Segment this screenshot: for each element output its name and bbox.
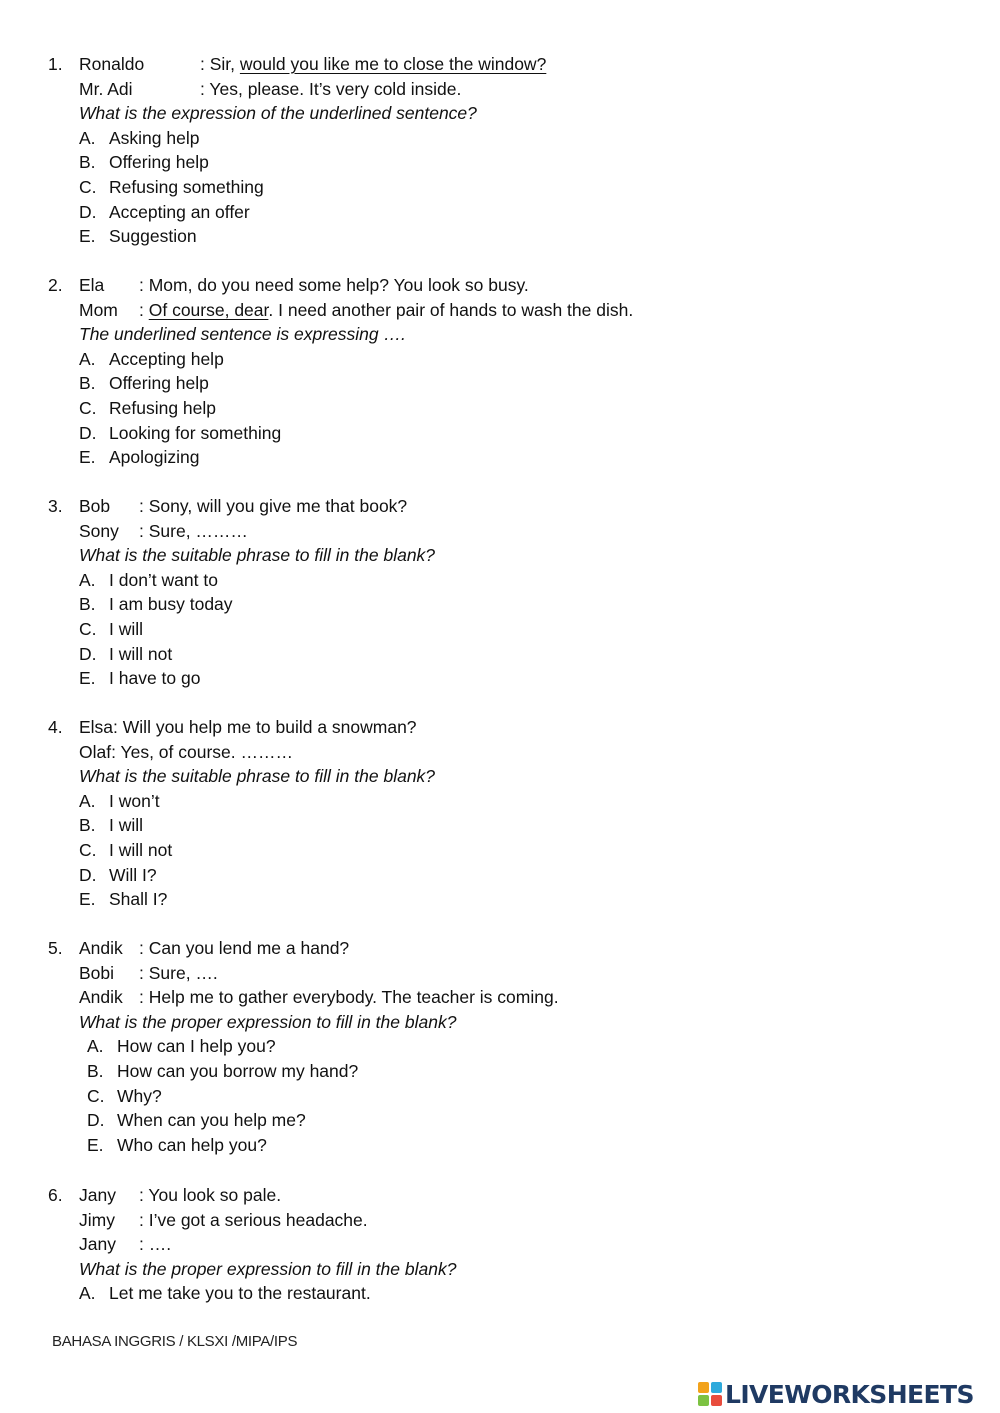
option-text: How can you borrow my hand? xyxy=(117,1061,359,1081)
option-text: Offering help xyxy=(109,152,209,173)
option-letter: B. xyxy=(79,594,96,615)
dialogue-text-plain: Sure, ……… xyxy=(148,520,248,541)
answer-option xyxy=(0,445,1000,469)
option-letter: A. xyxy=(79,569,96,590)
option-text: How can I help you? xyxy=(117,1036,276,1057)
option-letter: E. xyxy=(79,226,96,247)
colon-separator: : xyxy=(139,987,149,1008)
option-letter: C. xyxy=(87,1085,105,1106)
logo-mark-tile xyxy=(698,1382,709,1393)
answer-option xyxy=(0,1108,1000,1132)
option-text: Who can help you? xyxy=(117,1134,267,1155)
question-prompt: The underlined sentence is expressing …. xyxy=(79,324,406,345)
colon-separator: : xyxy=(139,1234,149,1255)
dialogue-text xyxy=(139,1232,171,1256)
option-letter: C. xyxy=(79,398,97,418)
speaker-name: Jany xyxy=(79,1234,116,1255)
answer-option xyxy=(0,887,1000,911)
answer-option xyxy=(0,642,1000,666)
dialogue-text xyxy=(79,740,293,764)
option-text: I am busy today xyxy=(109,594,233,615)
dialogue-text xyxy=(139,494,407,518)
dialogue-text-plain: Can you lend me a hand? xyxy=(148,938,350,958)
question-number: 1. xyxy=(48,54,63,74)
answer-option xyxy=(0,568,1000,592)
option-letter: E. xyxy=(79,889,96,910)
logo-mark-tile xyxy=(711,1382,722,1393)
dialogue-text xyxy=(79,715,417,739)
option-letter: B. xyxy=(79,152,96,173)
dialogue-text-plain: Will you help me to build a snowman? xyxy=(122,717,417,737)
question-number: 2. xyxy=(48,275,63,295)
option-letter: D. xyxy=(79,864,97,885)
dialogue-line xyxy=(0,52,1000,76)
dialogue-line xyxy=(0,494,1000,518)
dialogue-text xyxy=(139,298,633,322)
dialogue-text xyxy=(139,961,218,985)
dialogue-text xyxy=(139,1208,368,1232)
option-text: Refusing help xyxy=(109,398,217,418)
answer-option xyxy=(0,617,1000,641)
question-prompt: What is the suitable phrase to fill in the blank? xyxy=(79,545,436,566)
underlined-text: would you like me to close the window? xyxy=(239,54,547,74)
option-letter: E. xyxy=(79,668,96,689)
logo-mark-tile xyxy=(711,1395,722,1406)
question-number: 3. xyxy=(48,496,63,516)
speaker-name: Andik xyxy=(79,938,123,958)
answer-option xyxy=(0,421,1000,445)
speaker-name: Ela xyxy=(79,275,105,295)
speaker-name: Ronaldo xyxy=(79,54,145,74)
option-letter: E. xyxy=(87,1134,104,1155)
dialogue-text-plain: Yes, of course. ……… xyxy=(120,741,293,762)
dialogue-line xyxy=(0,77,1000,101)
dialogue-text-plain: Yes, please. It’s very cold inside. xyxy=(209,78,462,99)
option-text: I will not xyxy=(109,643,173,664)
question-prompt: What is the expression of the underlined sentence? xyxy=(79,103,477,124)
answer-option xyxy=(0,838,1000,862)
answer-option xyxy=(0,813,1000,837)
speaker-name: Andik xyxy=(79,987,123,1008)
logo-text: LIVEWORKSHEETS xyxy=(725,1379,974,1409)
option-text: I will not xyxy=(109,840,173,860)
colon-separator: : xyxy=(139,520,149,541)
answer-option xyxy=(0,1034,1000,1058)
colon-separator: : xyxy=(139,275,149,295)
option-letter: D. xyxy=(79,201,97,222)
dialogue-line xyxy=(0,715,1000,739)
option-letter: A. xyxy=(79,127,96,148)
colon-separator: : xyxy=(139,1209,149,1230)
answer-option xyxy=(0,1059,1000,1083)
speaker-name: Jany xyxy=(79,1185,116,1205)
logo-mark-icon xyxy=(698,1382,722,1406)
answer-option xyxy=(0,347,1000,371)
speaker-name: Mom xyxy=(79,299,118,320)
dialogue-text-plain: Sony, will you give me that book? xyxy=(148,496,408,516)
dialogue-text-plain: …. xyxy=(148,1234,172,1255)
option-letter: B. xyxy=(79,373,96,394)
dialogue-text xyxy=(139,1183,281,1207)
option-letter: D. xyxy=(79,422,97,443)
colon-separator: : xyxy=(139,299,149,320)
answer-option xyxy=(0,1281,1000,1305)
speaker-name: Elsa: xyxy=(79,717,118,737)
answer-option xyxy=(0,126,1000,150)
dialogue-line xyxy=(0,740,1000,764)
liveworksheets-logo xyxy=(698,1377,974,1411)
option-letter: B. xyxy=(79,815,96,836)
option-text: Asking help xyxy=(109,127,200,148)
option-text: I don’t want to xyxy=(109,569,218,590)
dialogue-line xyxy=(0,519,1000,543)
question-prompt: What is the suitable phrase to fill in the blank? xyxy=(79,766,436,787)
answer-option xyxy=(0,789,1000,813)
option-text: Offering help xyxy=(109,373,209,394)
option-text: I won’t xyxy=(109,790,160,811)
answer-option xyxy=(0,1084,1000,1108)
colon-separator: : xyxy=(139,496,149,516)
logo-mark-tile xyxy=(698,1395,709,1406)
option-letter: A. xyxy=(79,1283,96,1304)
colon-separator: : xyxy=(139,962,149,983)
option-letter: C. xyxy=(79,619,97,639)
option-text: Shall I? xyxy=(109,889,168,910)
dialogue-text-plain: I’ve got a serious headache. xyxy=(148,1209,368,1230)
answer-option xyxy=(0,371,1000,395)
option-letter: A. xyxy=(87,1036,104,1057)
question-number: 4. xyxy=(48,717,63,737)
answer-option xyxy=(0,396,1000,420)
dialogue-text xyxy=(200,77,461,101)
answer-option xyxy=(0,224,1000,248)
option-letter: D. xyxy=(87,1110,105,1131)
dialogue-line xyxy=(0,1232,1000,1256)
dialogue-line xyxy=(0,936,1000,960)
option-text: I will xyxy=(109,619,144,639)
dialogue-line xyxy=(0,1183,1000,1207)
option-text: Looking for something xyxy=(109,422,282,443)
dialogue-line xyxy=(0,985,1000,1009)
dialogue-text xyxy=(139,273,529,297)
option-letter: B. xyxy=(87,1061,104,1081)
option-letter: C. xyxy=(79,177,97,197)
dialogue-line xyxy=(0,1208,1000,1232)
speaker-name: Jimy xyxy=(79,1209,115,1230)
speaker-name: Mr. Adi xyxy=(79,78,133,99)
question-number: 6. xyxy=(48,1185,63,1205)
option-text: Apologizing xyxy=(109,447,200,468)
answer-option xyxy=(0,150,1000,174)
dialogue-text-plain: Mom, do you need some help? You look so busy. xyxy=(148,275,529,295)
dialogue-text-plain: Sir, xyxy=(209,54,240,74)
question-prompt: What is the proper expression to fill in the blank? xyxy=(79,1011,457,1032)
option-text: I will xyxy=(109,815,144,836)
answer-option xyxy=(0,863,1000,887)
speaker-name: Bobi xyxy=(79,962,115,983)
dialogue-line xyxy=(0,298,1000,322)
dialogue-text-plain: Help me to gather everybody. The teacher is coming. xyxy=(148,987,559,1008)
dialogue-text xyxy=(139,936,349,960)
answer-option xyxy=(0,175,1000,199)
option-letter: E. xyxy=(79,447,96,468)
option-text: Will I? xyxy=(109,864,157,885)
answer-option xyxy=(0,592,1000,616)
answer-option xyxy=(0,666,1000,690)
option-letter: D. xyxy=(79,643,97,664)
answer-option xyxy=(0,1133,1000,1157)
option-text: Why? xyxy=(117,1085,162,1106)
question-number: 5. xyxy=(48,938,63,958)
question-prompt: What is the proper expression to fill in the blank? xyxy=(79,1258,457,1279)
colon-separator: : xyxy=(200,78,210,99)
option-text: Accepting help xyxy=(109,348,224,369)
dialogue-line xyxy=(0,961,1000,985)
option-letter: A. xyxy=(79,790,96,811)
option-text: Suggestion xyxy=(109,226,197,247)
speaker-name: Olaf: xyxy=(79,741,116,762)
dialogue-text-plain: Sure, …. xyxy=(148,962,218,983)
option-letter: C. xyxy=(79,840,97,860)
dialogue-text xyxy=(200,52,546,76)
option-text: Let me take you to the restaurant. xyxy=(109,1283,371,1304)
dialogue-text xyxy=(139,985,559,1009)
dialogue-text-plain: You look so pale. xyxy=(148,1185,282,1205)
option-letter: A. xyxy=(79,348,96,369)
page-footer: BAHASA INGGRIS / KLSXI /MIPA/IPS xyxy=(52,1333,298,1350)
dialogue-line xyxy=(0,273,1000,297)
option-text: Refusing something xyxy=(109,177,264,197)
underlined-text: Of course, dear xyxy=(148,299,269,320)
answer-option xyxy=(0,200,1000,224)
dialogue-text xyxy=(139,519,248,543)
dialogue-text-plain: . I need another pair of hands to wash the dish. xyxy=(268,299,634,320)
colon-separator: : xyxy=(139,938,149,958)
speaker-name: Sony xyxy=(79,520,119,541)
option-text: I have to go xyxy=(109,668,201,689)
option-text: When can you help me? xyxy=(117,1110,306,1131)
colon-separator: : xyxy=(200,54,210,74)
colon-separator: : xyxy=(139,1185,149,1205)
speaker-name: Bob xyxy=(79,496,111,516)
option-text: Accepting an offer xyxy=(109,201,250,222)
